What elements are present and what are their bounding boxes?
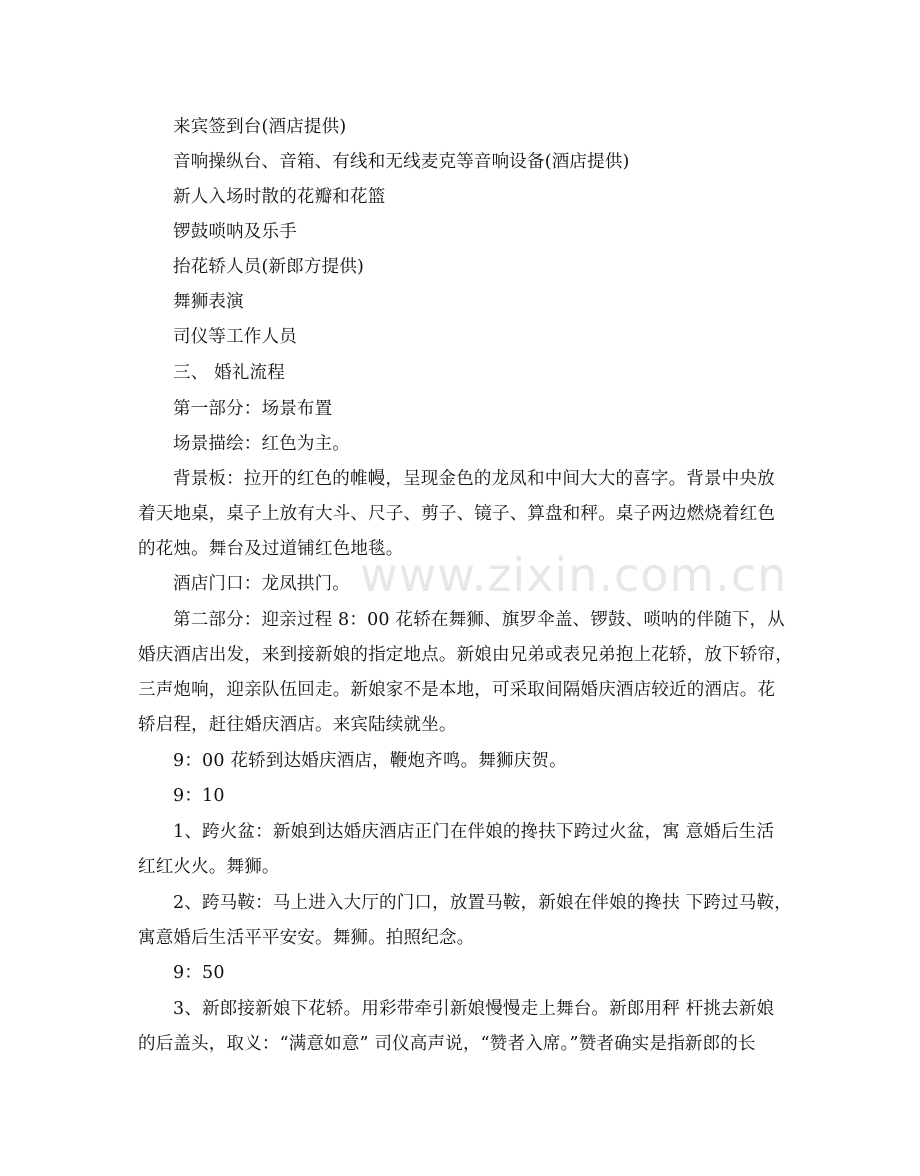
text-line: 锣鼓唢呐及乐手: [173, 222, 297, 242]
paragraph-line: 背景板：拉开的红色的帷幔，呈现金色的龙凤和中间大大的喜字。背景中央放: [173, 469, 775, 489]
paragraph-line: 3、新郎接新娘下花轿。用彩带牵引新娘慢慢走上舞台。新郎用秤 杆挑去新娘: [173, 999, 775, 1019]
text-line: 新人入场时散的花瓣和花篮: [173, 187, 386, 207]
paragraph-line: 着天地桌，桌子上放有大斗、尺子、剪子、镜子、算盘和秤。桌子两边燃烧着红色: [138, 504, 776, 524]
text-line: 酒店门口：龙凤拱门。: [173, 574, 350, 594]
paragraph-line: 寓意婚后生活平平安安。舞狮。拍照纪念。: [138, 928, 475, 948]
text-line: 舞狮表演: [173, 292, 244, 312]
section-heading: 三、 婚礼流程: [173, 363, 285, 383]
paragraph-line: 婚庆酒店出发，来到接新娘的指定地点。新娘由兄弟或表兄弟抱上花轿，放下轿帘，: [138, 645, 793, 665]
text-line: 第一部分：场景布置: [173, 399, 333, 419]
text-line: 场景描绘：红色为主。: [173, 434, 350, 454]
paragraph-line: 红红火火。舞狮。: [138, 857, 280, 877]
paragraph-line: 的花烛。舞台及过道铺红色地毯。: [138, 539, 404, 559]
paragraph-line: 2、跨马鞍：马上进入大厅的门口，放置马鞍，新娘在伴娘的搀扶 下跨过马鞍，: [173, 893, 792, 913]
paragraph-line: 三声炮响，迎亲队伍回走。新娘家不是本地，可采取间隔婚庆酒店较近的酒店。花: [138, 680, 776, 700]
time-label: 9：10: [173, 786, 225, 806]
paragraph-line: 的后盖头，取义：“满意如意” 司仪高声说，“赞者入席。”赞者确实是指新郎的长: [138, 1034, 756, 1054]
text-line: 9：00 花轿到达婚庆酒店，鞭炮齐鸣。舞狮庆贺。: [173, 751, 567, 771]
paragraph-line: 第二部分：迎亲过程 8：00 花轿在舞狮、旗罗伞盖、锣鼓、唢呐的伴随下，从: [173, 610, 785, 630]
text-line: 抬花轿人员(新郎方提供): [173, 257, 365, 277]
time-label: 9：50: [173, 963, 225, 983]
paragraph-line: 1、跨火盆：新娘到达婚庆酒店正门在伴娘的搀扶下跨过火盆，寓 意婚后生活: [173, 822, 775, 842]
watermark: www.zixin.com.cn: [360, 548, 788, 602]
paragraph-line: 轿启程，赶往婚庆酒店。来宾陆续就坐。: [138, 715, 457, 735]
text-line: 来宾签到台(酒店提供): [173, 117, 347, 137]
text-line: 音响操纵台、音箱、有线和无线麦克等音响设备(酒店提供): [173, 152, 630, 172]
text-line: 司仪等工作人员: [173, 327, 297, 347]
